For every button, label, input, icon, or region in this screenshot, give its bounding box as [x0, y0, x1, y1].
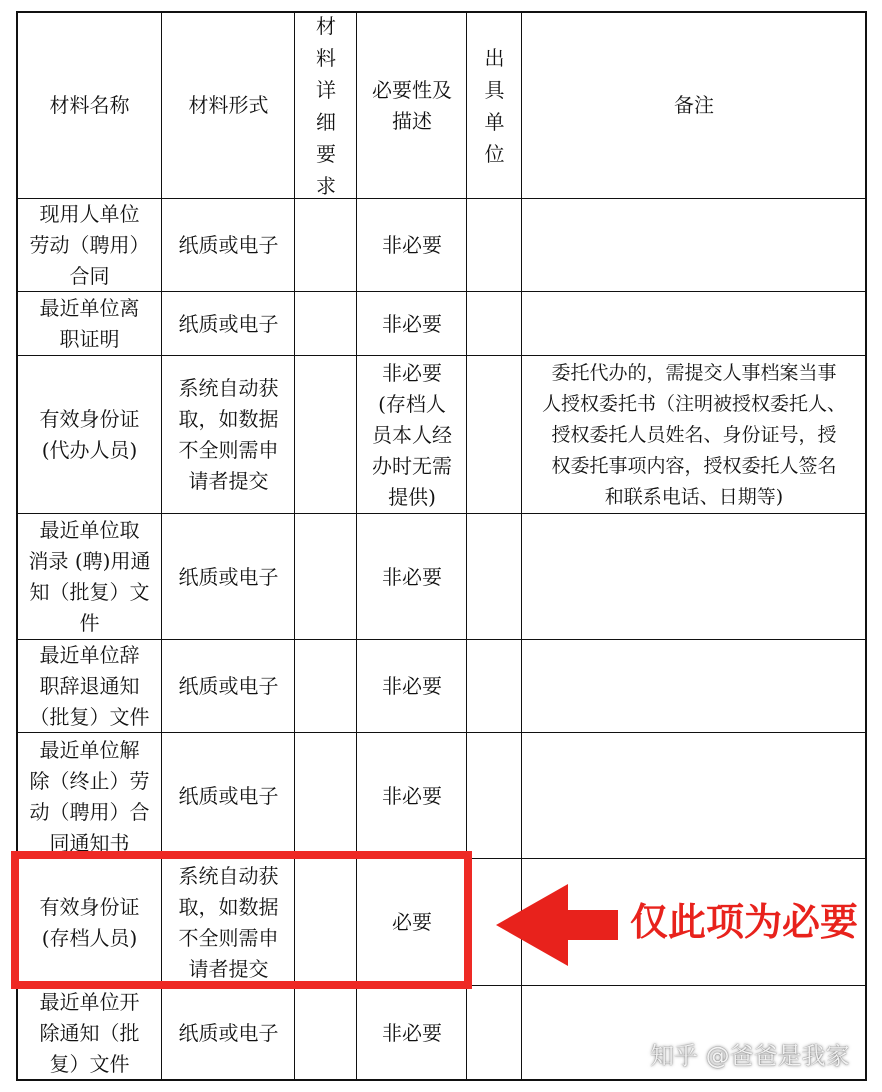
row-5-necessity: 非必要 [382, 674, 442, 698]
row-6-name: 最近单位解 除（终止）劳 动（聘用）合 同通知书 [29, 738, 150, 855]
row-1-form: 纸质或电子 [178, 233, 279, 257]
row-4-name: 最近单位取 消录 (聘)用通 知（批复）文 件 [28, 518, 151, 635]
row-4-form: 纸质或电子 [178, 564, 279, 589]
header-issuer: 出 具 单 位 [484, 45, 505, 166]
grid-line [16, 639, 867, 640]
grid-line [865, 11, 867, 1081]
grid-line [16, 1079, 867, 1081]
row-4-necessity: 非必要 [382, 564, 442, 589]
row-8-necessity: 非必要 [382, 1020, 442, 1045]
header-remark: 备注 [674, 93, 714, 117]
row-6-form: 纸质或电子 [178, 783, 279, 808]
header-necessity: 必要性及 描述 [372, 77, 452, 133]
highlight-box [11, 851, 472, 989]
grid-line [16, 11, 867, 13]
row-5-name: 最近单位辞 职辞退通知 （批复）文件 [29, 643, 150, 729]
grid-line [16, 513, 867, 514]
header-material-name: 材料名称 [49, 93, 130, 117]
row-2-name: 最近单位离 职证明 [39, 296, 140, 351]
row-7-name: 有效身份证 (存档人员) [39, 894, 140, 950]
row-1-necessity: 非必要 [382, 233, 442, 257]
row-3-remark: 委托代办的，需提交人事档案当事 人授权委托书（注明被授权委托人、 授权委托人员姓名、身份证号，授 权委托事项内容，授权委托人签名 和联系电话、日期等) [541, 361, 846, 508]
grid-line [16, 198, 867, 199]
row-8-form: 纸质或电子 [178, 1020, 279, 1045]
header-material-form: 材料形式 [188, 93, 269, 117]
row-1-name: 现用人单位 劳动（聘用） 合同 [29, 202, 150, 288]
callout-text: 仅此项为必要 [630, 900, 859, 944]
row-3-form: 系统自动获 取，如数据 不全则需申 请者提交 [178, 376, 279, 493]
row-3-name: 有效身份证 (代办人员) [39, 407, 140, 462]
row-6-necessity: 非必要 [382, 783, 442, 808]
watermark: 知乎 @爸爸是我家 [650, 1042, 850, 1070]
left-arrow-icon [492, 880, 632, 970]
row-8-name: 最近单位开 除通知（批 复）文件 [39, 989, 140, 1076]
row-2-necessity: 非必要 [382, 311, 442, 336]
row-7-form: 系统自动获 取，如数据 不全则需申 请者提交 [178, 863, 279, 981]
header-material-detail: 材 料 详 细 要 求 [316, 13, 336, 198]
row-3-necessity: 非必要 (存档人 员本人经 办时无需 提供) [372, 360, 452, 509]
grid-line [16, 732, 867, 733]
grid-line [16, 291, 867, 292]
grid-line [16, 355, 867, 356]
row-5-form: 纸质或电子 [178, 674, 279, 698]
row-2-form: 纸质或电子 [178, 311, 279, 336]
row-7-necessity: 必要 [392, 910, 432, 934]
